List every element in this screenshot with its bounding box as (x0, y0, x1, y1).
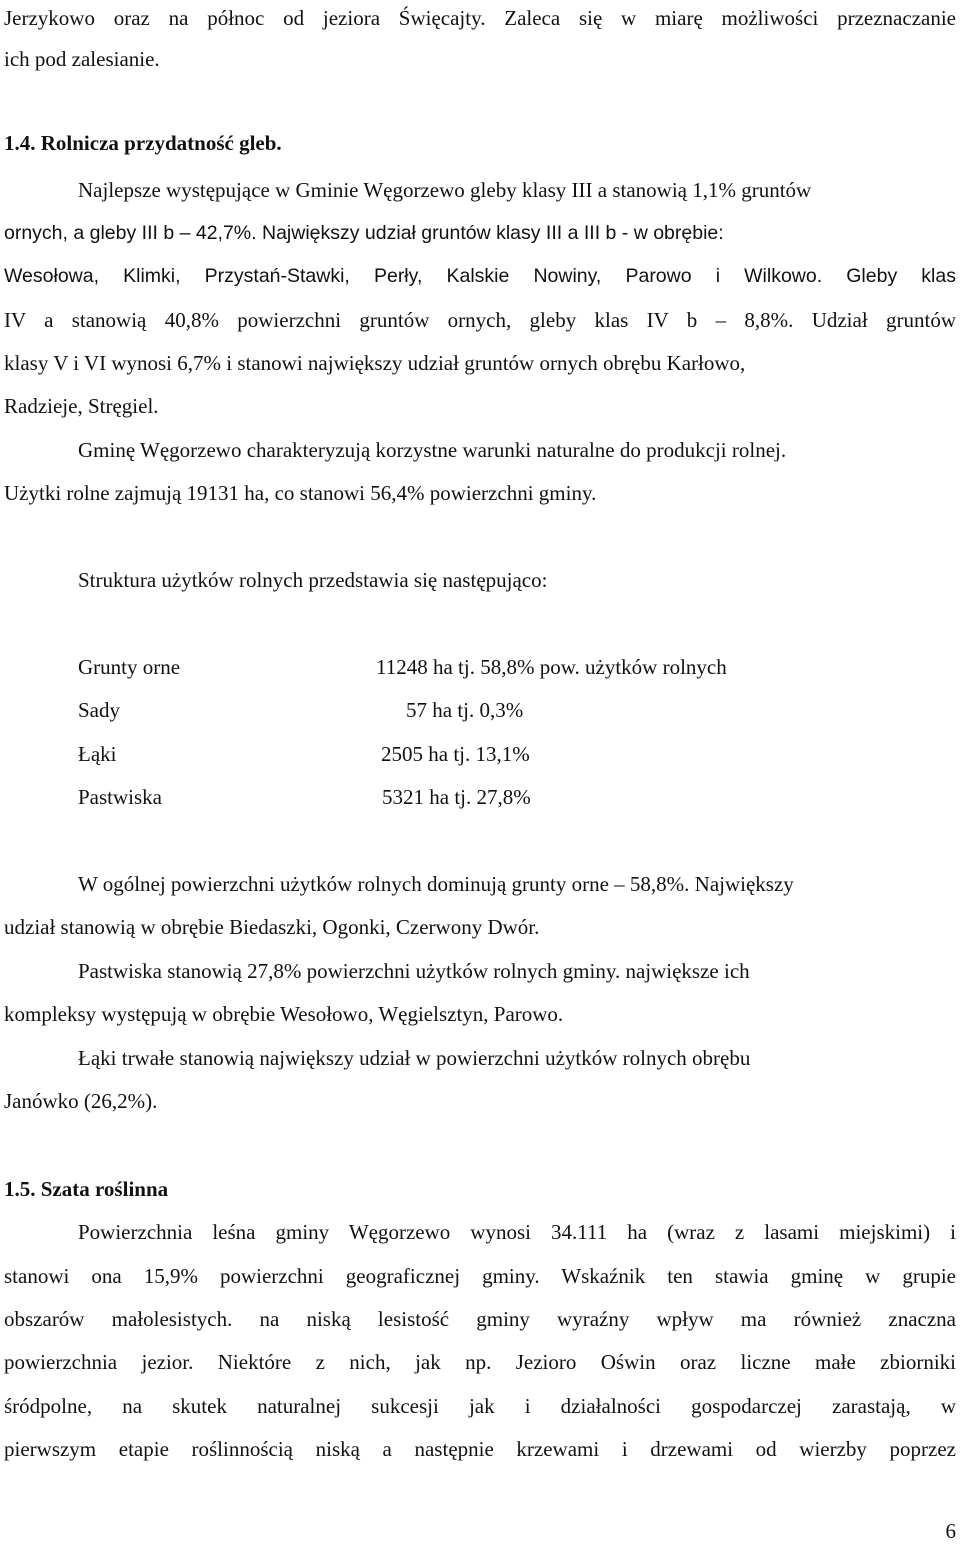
land-use-name: Łąki (78, 742, 117, 766)
land-use-value: 57 ha tj. 0,3% (406, 698, 524, 722)
paragraph-line: stanowi ona 15,9% powierzchni geograficznej gminy. Wskaźnik ten stawia gminę w grupie (4, 1264, 956, 1288)
land-use-value: 2505 ha tj. 13,1% (381, 742, 530, 766)
land-use-name: Pastwiska (78, 785, 162, 809)
paragraph-line: Gminę Węgorzewo charakteryzują korzystne warunki naturalne do produkcji rolnej. (78, 438, 787, 462)
paragraph-line: Radzieje, Stręgiel. (4, 394, 159, 418)
paragraph-line: klasy V i VI wynosi 6,7% i stanowi największy udział gruntów ornych obrębu Karłowo, (4, 351, 746, 375)
land-use-value: 5321 ha tj. 27,8% (382, 785, 531, 809)
intro-line-1: Jerzykowo oraz na północ od jeziora Święcajty. Zaleca się w miarę możliwości przeznaczanie (4, 6, 956, 30)
paragraph-line: Użytki rolne zajmują 19131 ha, co stanowi 56,4% powierzchni gminy. (4, 481, 597, 505)
page-number: 6 (945, 1519, 956, 1543)
paragraph-line: pierwszym etapie roślinnością niską a następnie krzewami i drzewami od wierzby poprzez (4, 1437, 956, 1461)
paragraph-line: Wesołowa, Klimki, Przystań-Stawki, Perły, Kalskie Nowiny, Parowo i Wilkowo. Gleby klas (4, 265, 956, 287)
land-use-name: Grunty orne (78, 655, 181, 679)
paragraph-line: udział stanowią w obrębie Biedaszki, Ogonki, Czerwony Dwór. (4, 915, 540, 939)
paragraph-line: powierzchnia jezior. Niektóre z nich, jak np. Jezioro Oświn oraz liczne małe zbiorniki (4, 1350, 956, 1374)
structure-intro: Struktura użytków rolnych przedstawia się następująco: (78, 568, 548, 592)
land-use-value: 11248 ha tj. 58,8% pow. użytków rolnych (376, 655, 727, 679)
section-1-4-heading: 1.4. Rolnicza przydatność gleb. (4, 131, 282, 155)
paragraph-line: śródpolne, na skutek naturalnej sukcesji jak i działalności gospodarczej zarastają, w (4, 1394, 956, 1418)
paragraph-line: ornych, a gleby III b – 42,7%. Największy udział gruntów klasy III a III b - w obrębie: (4, 222, 724, 244)
intro-line-2: ich pod zalesianie. (4, 47, 160, 71)
land-use-name: Sady (78, 698, 120, 722)
paragraph-line: Najlepsze występujące w Gminie Węgorzewo gleby klasy III a stanowią 1,1% gruntów (78, 178, 812, 202)
section-1-5-heading: 1.5. Szata roślinna (4, 1177, 169, 1201)
paragraph-line: Powierzchnia leśna gminy Węgorzewo wynosi 34.111 ha (wraz z lasami miejskimi) i (78, 1220, 956, 1244)
paragraph-line: IV a stanowią 40,8% powierzchni gruntów ornych, gleby klas IV b – 8,8%. Udział gruntów (4, 308, 956, 332)
paragraph-line: Pastwiska stanowią 27,8% powierzchni użytków rolnych gminy. największe ich (78, 959, 750, 983)
paragraph-line: obszarów małolesistych. na niską lesistość gminy wyraźny wpływ ma również znaczna (4, 1307, 956, 1331)
paragraph-line: kompleksy występują w obrębie Wesołowo, Węgielsztyn, Parowo. (4, 1002, 564, 1026)
paragraph-line: Łąki trwałe stanowią największy udział w powierzchni użytków rolnych obrębu (78, 1046, 751, 1070)
paragraph-line: Janówko (26,2%). (4, 1089, 158, 1113)
paragraph-line: W ogólnej powierzchni użytków rolnych dominują grunty orne – 58,8%. Największy (78, 872, 794, 896)
